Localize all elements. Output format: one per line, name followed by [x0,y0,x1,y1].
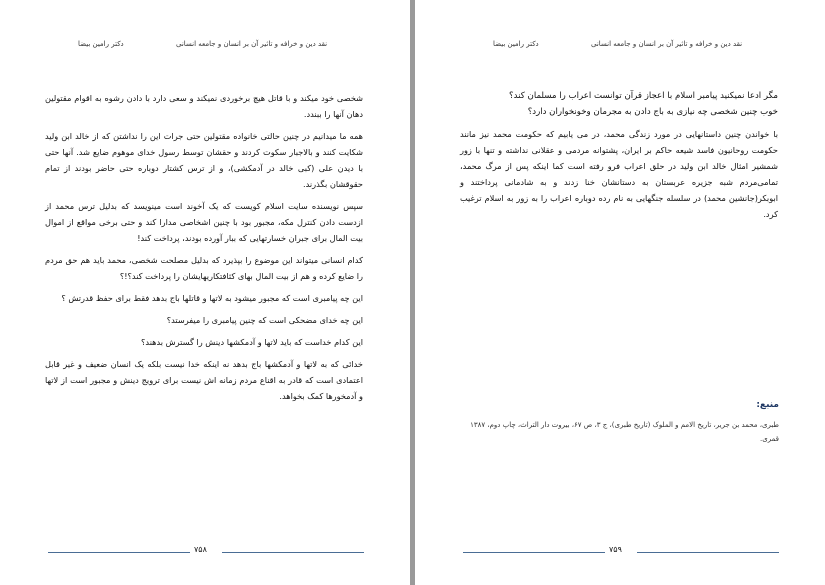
paragraph: همه ما میدانیم در چنین حالتی خانواده مقتولین حتی جرات این را نداشتن که از خالد ابن ولید شکایت کنند و بالاجبار سکوت کردند و حقشان توسط رسول خدای موهوم ضایع شد. آنها حتی با دیدن علی (کبی خالد در آدمکشی)، و از ترس کشتار دوباره حتی حاضر بودند از تمام حقوقشان بگذرند. [45,131,363,189]
header-title: نقد دین و خرافه و تاثیر آن بر انسان و جامعه انسانی [591,40,743,48]
header-title: نقد دین و خرافه و تاثیر آن بر انسان و جامعه انسانی [176,40,328,48]
left-page [0,0,410,585]
footer-rule-right [222,552,364,553]
right-body-text [460,88,778,228]
paragraph: کدام انسانی میتواند این موضوع را بپذیرد که بدلیل مصلحت شخصی، محمد باید هم حق مردم را ضایع کرده و هم از بیت المال بهای کثافتکاریهایشان را پرداخت کند؟!؟ [45,255,363,281]
page-number: ۷۵۹ [609,545,622,554]
question: خوب چنین شخصی چه نیازی به باج دادن به مجرمان وخونخواران دارد؟ [527,107,778,117]
paragraph: خدائی که به لاتها و آدمکشها باج بدهد نه اینکه خدا نیست بلکه یک انسان ضعیف و غیر قابل اعتمادی است که قادر به اقناع مردم زمانه اش نیست برای ترویج دینش و مجبور است از لاتها و آدمخورها کمک بخواهد. [45,359,363,401]
paragraph: این چه خدای مضحکی است که چنین پیامبری را میفرستد؟ [166,315,363,325]
paragraph: شخصی خود میکند و با قاتل هیچ برخوردی نمیکند و سعی دارد با دادن رشوه به اقوام مقتولین دهان آنها را ببندد. [45,93,363,119]
question: مگر ادعا نمیکنید پیامبر اسلام با اعجاز قرآن توانست اعراب را مسلمان کند؟ [509,91,778,101]
right-page [415,0,825,585]
page-number: ۷۵۸ [194,545,207,554]
footer-rule-left [48,552,190,553]
header-author: دکتر رامین بیضا [78,40,124,48]
paragraph: این کدام خداست که باید لاتها و آدمکشها دینش را گسترش بدهند؟ [141,337,363,347]
left-body-text [45,90,363,410]
paragraph: این چه پیامبری است که مجبور میشود به لاتها و قاتلها باج بدهد فقط برای حفظ قدرتش ؟ [61,293,363,303]
footer-rule-left [463,552,605,553]
paragraph: با خواندن چنین داستانهایی در مورد زندگی محمد، در می یابیم که حکومت محمد نیز مانند حکومت روحانیون فاسد شیعه حاکم بر ایران، پشتوانه مردمی و عقلانی نداشته و تنها با زور شمشیر امثال خالد ابن ولید در حلق اعراب فرو رفته است کما اینکه پس از مرگ محمد، تمامی‌مردم شبه جزیره عربستان به دستانشان خنا زدند و به شادمانی پرداختند و ابوبکر(جانشین محمد) در سلسله جنگهایی به نام رده دوباره اعراب را به زور به اسلام ترغیب کرد. [460,129,778,219]
header-author: دکتر رامین بیضا [493,40,539,48]
sources-heading: منبع: [756,400,779,410]
paragraph: سپس نویسنده سایت اسلام کویست که یک آخوند است مینویسد که بدلیل ترس محمد از ازدست دادن کنترل مکه، مجبور بود با چنین اشخاصی مدارا کند و حتی برخی مواقع از اموال بیت المال برای جبران خسارتهایی که ببار آورده بودند، پرداخت کند! [45,201,363,243]
sources-text: طبری، محمد بن جریر، تاریخ الامم و الملوک (تاریخ طبری)، ج ۳، ص ۶۷، بیروت دار التراث، چاپ دوم، ۱۳۸۷ قمری. [470,421,779,443]
footer-rule-right [637,552,779,553]
